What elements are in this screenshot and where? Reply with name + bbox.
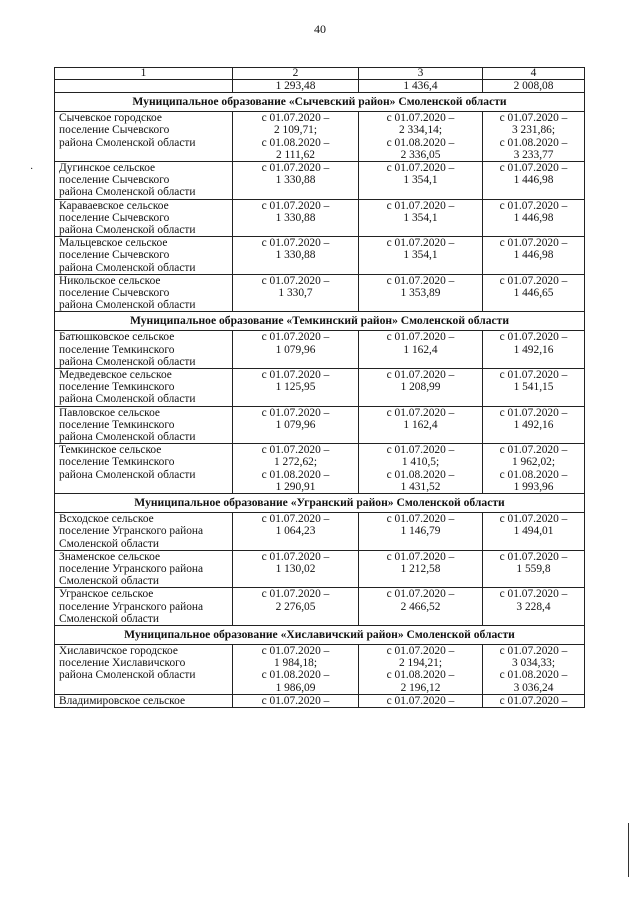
cell-line: Знаменское сельское <box>59 550 160 563</box>
section-title: Муниципальное образование «Темкинский район» Смоленской области <box>55 312 585 331</box>
cell-name <box>55 331 233 369</box>
cell-line: 1 446,98 <box>513 249 554 262</box>
cell-col2 <box>233 444 359 494</box>
cell-line: с 01.08.2020 – <box>261 468 330 481</box>
cell-line: поселение Угранского района <box>59 525 204 538</box>
cell-line: поселение Сычевского <box>59 124 170 137</box>
table-row <box>55 694 585 707</box>
cell-line: с 01.07.2020 – <box>386 644 455 657</box>
cell-line: с 01.07.2020 – <box>261 199 330 212</box>
table-row <box>55 274 585 312</box>
cell-line: 1 993,96 <box>513 480 554 493</box>
cell-line: с 01.07.2020 – <box>499 694 568 707</box>
cell-line: с 01.07.2020 – <box>261 550 330 563</box>
section-title: Муниципальное образование «Угранский район» Смоленской области <box>55 494 585 513</box>
cell-line: 1 492,16 <box>513 418 554 431</box>
cell-col3 <box>359 112 483 162</box>
cell-col3: 1 436,4 <box>359 80 483 93</box>
cell-line: 1 079,96 <box>275 343 316 356</box>
cell-col3 <box>359 644 483 694</box>
margin-line <box>628 823 629 877</box>
cell-line: с 01.07.2020 – <box>499 513 568 526</box>
cell-col3 <box>359 369 483 407</box>
cell-line: поселение Темкинского <box>59 456 175 469</box>
cell-col2 <box>233 112 359 162</box>
cell-line: Батюшковское сельское <box>59 331 175 344</box>
stray-mark: · <box>30 164 34 175</box>
cell-line: с 01.07.2020 – <box>386 406 455 419</box>
cell-col2 <box>233 406 359 444</box>
cell-name <box>55 588 233 626</box>
cell-name <box>55 694 233 707</box>
cell-line: с 01.07.2020 – <box>261 369 330 382</box>
cell-line: 2 196,12 <box>400 681 441 694</box>
cell-line: 3 034,33; <box>511 657 556 670</box>
section-header-row <box>55 625 585 644</box>
cell-col4 <box>483 274 585 312</box>
cell-line: Сычевское городское <box>59 112 162 125</box>
cell-line: района Смоленской области <box>59 431 196 444</box>
cell-line: Дугинское сельское <box>59 162 156 175</box>
cell-line: 1 541,15 <box>513 381 554 394</box>
cell-line: поселение Угранского района <box>59 600 204 613</box>
cell-line: поселение Сычевского <box>59 249 170 262</box>
cell-line: с 01.08.2020 – <box>499 468 568 481</box>
cell-line: 1 353,89 <box>400 287 441 300</box>
cell-col3 <box>359 162 483 200</box>
header-col-2: 2 <box>233 68 359 80</box>
table-row <box>55 162 585 200</box>
cell-line: 1 446,98 <box>513 211 554 224</box>
cell-col2 <box>233 237 359 275</box>
cell-line: с 01.08.2020 – <box>499 669 568 682</box>
cell-col3 <box>359 331 483 369</box>
cell-line: 3 036,24 <box>513 681 554 694</box>
cell-line: 1 410,5; <box>401 456 440 469</box>
cell-line: Павловское сельское <box>59 406 160 419</box>
cell-line: с 01.07.2020 – <box>386 237 455 250</box>
cell-line: поселение Темкинского <box>59 418 175 431</box>
cell-name <box>55 444 233 494</box>
cell-line: поселение Темкинского <box>59 381 175 394</box>
cell-col3 <box>359 199 483 237</box>
cell-line: 1 330,88 <box>275 174 316 187</box>
section-header-row <box>55 93 585 112</box>
cell-col2 <box>233 694 359 707</box>
cell-line: 1 984,18; <box>273 657 318 670</box>
cell-line: с 01.07.2020 – <box>499 112 568 125</box>
cell-line: Смоленской области <box>59 575 159 588</box>
cell-col4 <box>483 331 585 369</box>
cell-col2: 1 293,48 <box>233 80 359 93</box>
cell-col2 <box>233 550 359 588</box>
cell-name <box>55 406 233 444</box>
table-header-row <box>55 68 585 80</box>
cell-line: 2 194,21; <box>398 657 443 670</box>
cell-line: 1 130,02 <box>275 562 316 575</box>
cell-line: с 01.07.2020 – <box>499 406 568 419</box>
cell-col2 <box>233 513 359 551</box>
cell-line: района Смоленской области <box>59 393 196 406</box>
cell-col2 <box>233 162 359 200</box>
cell-line: 1 354,1 <box>403 249 438 262</box>
cell-line: Медведевское сельское <box>59 369 172 382</box>
cell-line: района Смоленской области <box>59 299 196 312</box>
cell-line: 1 212,58 <box>400 562 441 575</box>
cell-line: 1 162,4 <box>403 343 438 356</box>
cell-line: с 01.07.2020 – <box>261 162 330 175</box>
cell-col2 <box>233 369 359 407</box>
cell-line: с 01.07.2020 – <box>386 588 455 601</box>
cell-line: с 01.07.2020 – <box>261 406 330 419</box>
cell-line: 3 231,86; <box>511 124 556 137</box>
table-row <box>55 331 585 369</box>
cell-line: с 01.07.2020 – <box>499 588 568 601</box>
cell-line: с 01.08.2020 – <box>386 669 455 682</box>
cell-line: 1 446,98 <box>513 174 554 187</box>
cell-col4 <box>483 199 585 237</box>
cell-col3 <box>359 588 483 626</box>
table-row <box>55 199 585 237</box>
cell-line: 3 233,77 <box>513 148 554 161</box>
cell-name <box>55 112 233 162</box>
cell-col4 <box>483 550 585 588</box>
section-title: Муниципальное образование «Сычевский район» Смоленской области <box>55 93 585 112</box>
cell-line: района Смоленской области <box>59 136 196 149</box>
cell-line: района Смоленской области <box>59 669 196 682</box>
cell-line: района Смоленской области <box>59 186 196 199</box>
cell-line: с 01.07.2020 – <box>261 331 330 344</box>
cell-name <box>55 550 233 588</box>
cell-line: Смоленской области <box>59 612 159 625</box>
table-row <box>55 550 585 588</box>
cell-line: поселение Темкинского <box>59 343 175 356</box>
cell-line: района Смоленской области <box>59 224 196 237</box>
header-col-4: 4 <box>483 68 585 80</box>
cell-line: поселение Хиславичского <box>59 657 186 670</box>
cell-line: Угранское сельское <box>59 588 154 601</box>
cell-line: с 01.07.2020 – <box>499 644 568 657</box>
cell-line: с 01.07.2020 – <box>261 513 330 526</box>
cell-col4 <box>483 694 585 707</box>
cell-line: с 01.07.2020 – <box>386 550 455 563</box>
cell-line: с 01.08.2020 – <box>386 468 455 481</box>
cell-line: поселение Сычевского <box>59 211 170 224</box>
cell-line: с 01.07.2020 – <box>261 444 330 457</box>
cell-line: района Смоленской области <box>59 468 196 481</box>
cell-line: с 01.08.2020 – <box>261 669 330 682</box>
cell-line: Всходское сельское <box>59 513 154 526</box>
cell-line: района Смоленской области <box>59 355 196 368</box>
table-row <box>55 644 585 694</box>
cell-line: с 01.07.2020 – <box>261 694 330 707</box>
cell-line: Владимировское сельское <box>59 694 186 707</box>
table-row <box>55 369 585 407</box>
cell-col2 <box>233 274 359 312</box>
cell-line: поселение Угранского района <box>59 562 204 575</box>
cell-line: Никольское сельское <box>59 274 161 287</box>
cell-col2 <box>233 644 359 694</box>
cell-line: с 01.07.2020 – <box>261 274 330 287</box>
cell-line: 1 330,88 <box>275 249 316 262</box>
cell-line: с 01.07.2020 – <box>261 588 330 601</box>
cell-name <box>55 199 233 237</box>
cell-line: 1 354,1 <box>403 174 438 187</box>
cell-col4 <box>483 162 585 200</box>
table-row <box>55 444 585 494</box>
cell-col2 <box>233 588 359 626</box>
cell-line: 1 431,52 <box>400 480 441 493</box>
cell-line: с 01.07.2020 – <box>386 274 455 287</box>
tariff-table <box>54 67 585 708</box>
cell-line: с 01.07.2020 – <box>386 369 455 382</box>
cell-line: 1 446,65 <box>513 287 554 300</box>
cell-name <box>55 513 233 551</box>
cell-line: 1 330,7 <box>278 287 313 300</box>
cell-col4 <box>483 644 585 694</box>
cell-line: поселение Сычевского <box>59 287 170 300</box>
cell-line: 1 079,96 <box>275 418 316 431</box>
page-number: 40 <box>314 22 326 36</box>
cell-line: 1 125,95 <box>275 381 316 394</box>
cell-line: 1 290,91 <box>275 480 316 493</box>
table-row <box>55 588 585 626</box>
cell-col2 <box>233 199 359 237</box>
cell-line: 3 228,4 <box>516 600 551 613</box>
cell-line: 2 336,05 <box>400 148 441 161</box>
cell-line: 1 986,09 <box>275 681 316 694</box>
cell-col3 <box>359 406 483 444</box>
cell-line: с 01.07.2020 – <box>499 199 568 212</box>
cell-line: с 01.07.2020 – <box>499 444 568 457</box>
cell-line: с 01.07.2020 – <box>499 274 568 287</box>
cell-col4 <box>483 112 585 162</box>
table-row <box>55 513 585 551</box>
cell-line: 2 466,52 <box>400 600 441 613</box>
cell-line: 2 111,62 <box>275 148 316 161</box>
cell-line: с 01.07.2020 – <box>261 644 330 657</box>
section-header-row <box>55 312 585 331</box>
cell-line: 1 162,4 <box>403 418 438 431</box>
cell-line: поселение Сычевского <box>59 174 170 187</box>
cell-col4 <box>483 444 585 494</box>
cell-col3 <box>359 237 483 275</box>
cell-col4 <box>483 588 585 626</box>
cell-line: 1 962,02; <box>511 456 556 469</box>
cell-line: с 01.07.2020 – <box>386 444 455 457</box>
cell-line: 1 064,23 <box>275 525 316 538</box>
cell-col3 <box>359 513 483 551</box>
cell-line: 1 494,01 <box>513 525 554 538</box>
cell-line: с 01.08.2020 – <box>499 136 568 149</box>
cell-line: с 01.07.2020 – <box>386 694 455 707</box>
cell-name <box>55 274 233 312</box>
section-header-row <box>55 494 585 513</box>
cell-col4 <box>483 369 585 407</box>
cell-line: с 01.07.2020 – <box>499 237 568 250</box>
cell-line: Мальцевское сельское <box>59 237 168 250</box>
cell-line: Хиславичское городское <box>59 644 178 657</box>
cell-line: с 01.07.2020 – <box>386 162 455 175</box>
cell-name <box>55 644 233 694</box>
cell-col4 <box>483 406 585 444</box>
table-row <box>55 406 585 444</box>
cell-line: с 01.07.2020 – <box>499 369 568 382</box>
cell-line: 1 272,62; <box>273 456 318 469</box>
cell-col4 <box>483 513 585 551</box>
cell-line: с 01.07.2020 – <box>499 550 568 563</box>
cell-col4: 2 008,08 <box>483 80 585 93</box>
section-title: Муниципальное образование «Хиславичский район» Смоленской области <box>55 625 585 644</box>
table-row <box>55 237 585 275</box>
cell-name <box>55 162 233 200</box>
header-col-3: 3 <box>359 68 483 80</box>
cell-line: 1 330,88 <box>275 211 316 224</box>
cell-line: 1 559,8 <box>516 562 551 575</box>
cell-line: с 01.07.2020 – <box>261 112 330 125</box>
cell-col3 <box>359 550 483 588</box>
cell-line: 1 146,79 <box>400 525 441 538</box>
header-col-1: 1 <box>55 68 233 80</box>
cell-line: Темкинское сельское <box>59 444 162 457</box>
cell-line: с 01.07.2020 – <box>261 237 330 250</box>
cell-line: Караваевское сельское <box>59 199 169 212</box>
cell-name <box>55 369 233 407</box>
cell-col3 <box>359 444 483 494</box>
cell-col4 <box>483 237 585 275</box>
cell-name <box>55 237 233 275</box>
cell-line: Смоленской области <box>59 537 159 550</box>
cell-line: 1 354,1 <box>403 211 438 224</box>
cell-line: 1 208,99 <box>400 381 441 394</box>
cell-line: 2 276,05 <box>275 600 316 613</box>
table-row <box>55 80 585 93</box>
cell-col3 <box>359 694 483 707</box>
cell-line: с 01.07.2020 – <box>386 513 455 526</box>
cell-line: с 01.08.2020 – <box>261 136 330 149</box>
cell-line: с 01.07.2020 – <box>386 112 455 125</box>
cell-line: с 01.07.2020 – <box>499 162 568 175</box>
cell-line: 2 109,71; <box>273 124 318 137</box>
table-row <box>55 112 585 162</box>
cell-line: 2 334,14; <box>398 124 443 137</box>
cell-line: с 01.07.2020 – <box>499 331 568 344</box>
cell-line: с 01.08.2020 – <box>386 136 455 149</box>
cell-col2 <box>233 331 359 369</box>
cell-name <box>55 80 233 93</box>
cell-col3 <box>359 274 483 312</box>
cell-line: района Смоленской области <box>59 261 196 274</box>
cell-line: с 01.07.2020 – <box>386 199 455 212</box>
cell-line: 1 492,16 <box>513 343 554 356</box>
cell-line: с 01.07.2020 – <box>386 331 455 344</box>
